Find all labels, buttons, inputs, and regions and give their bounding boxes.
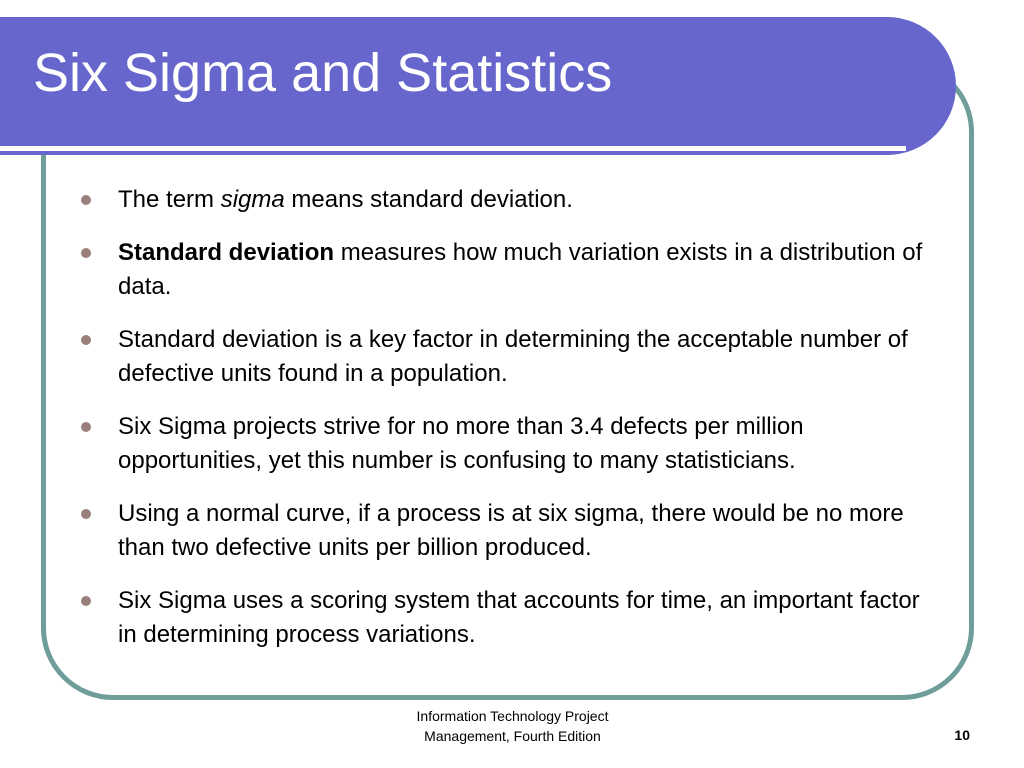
slide-title: Six Sigma and Statistics: [33, 43, 613, 103]
bullet-item: [78, 183, 938, 217]
bullet-item: [78, 236, 938, 304]
bullet-dot-icon: [81, 509, 91, 519]
bullet-dot-icon: [81, 335, 91, 345]
bullet-text: Six Sigma uses a scoring system that accounts for time, an important factor in determining process variations.: [118, 587, 920, 648]
bullet-text-post: measures how much variation exists in a distribution of data.: [118, 239, 923, 300]
page-number: 10: [954, 727, 970, 743]
bullet-text: Six Sigma projects strive for no more than 3.4 defects per million opportunities, yet this number is confusing to many statisticians.: [118, 413, 804, 474]
footer-line-1: Information Technology Project: [416, 708, 609, 724]
bullet-item: [78, 584, 938, 652]
bullet-dot-icon: [81, 422, 91, 432]
bullet-dot-icon: [81, 596, 91, 606]
bullet-dot-icon: [81, 195, 91, 205]
bullet-text-pre: The term: [118, 186, 221, 213]
bullet-dot-icon: [81, 248, 91, 258]
bullet-text-post: means standard deviation.: [284, 186, 573, 213]
bullet-item: [78, 497, 938, 565]
bullet-item: [78, 410, 938, 478]
bullet-text: Standard deviation is a key factor in determining the acceptable number of defective units found in a population.: [118, 326, 908, 387]
bullet-text-bold: Standard deviation: [118, 239, 335, 266]
bullet-list: [78, 183, 938, 671]
title-underline: [0, 146, 906, 151]
bullet-text-italic: sigma: [220, 186, 285, 213]
bullet-text: Using a normal curve, if a process is at six sigma, there would be no more than two defective units per billion produced.: [118, 500, 904, 561]
footer-line-2: Management, Fourth Edition: [424, 728, 601, 744]
footer-caption: [370, 706, 655, 746]
bullet-item: [78, 323, 938, 391]
